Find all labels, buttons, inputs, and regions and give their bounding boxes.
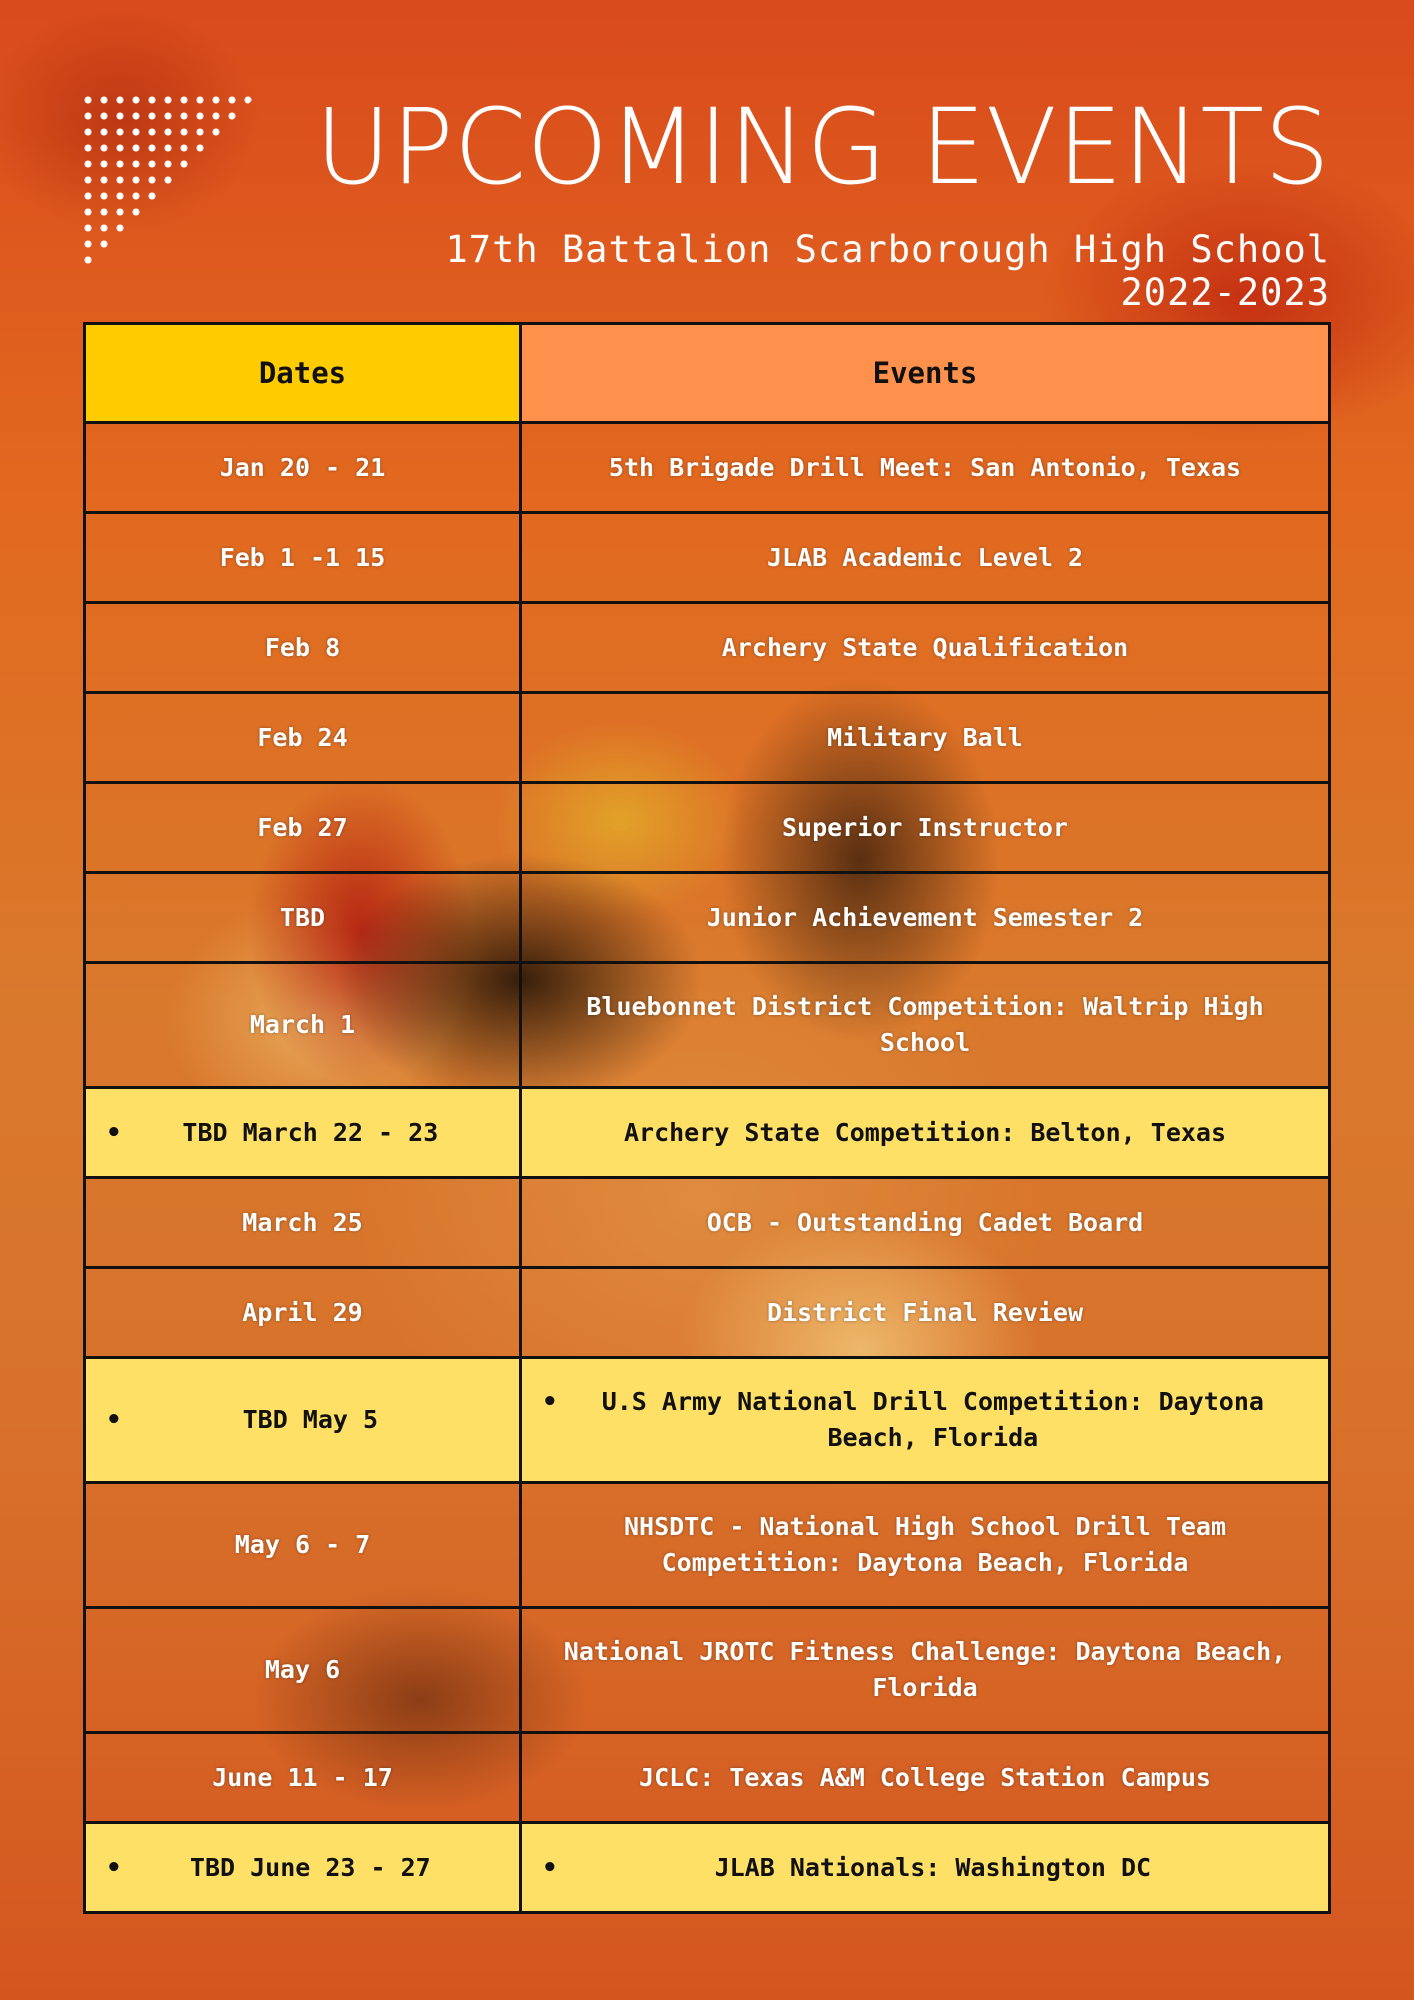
event-date: March 1: [85, 963, 521, 1088]
event-name: NHSDTC - National High School Drill Team Competition: Daytona Beach, Florida: [521, 1483, 1330, 1608]
event-name: Superior Instructor: [521, 783, 1330, 873]
bullet-icon: •: [106, 1852, 122, 1883]
event-date-text: TBD June 23 - 27: [189, 1852, 431, 1882]
decorative-dot-pattern: [80, 92, 260, 277]
table-row: [85, 1483, 1330, 1608]
event-date: TBD: [85, 873, 521, 963]
table-row: [85, 873, 1330, 963]
table-row: [85, 423, 1330, 513]
event-name: Military Ball: [521, 693, 1330, 783]
table-row: [85, 1178, 1330, 1268]
event-date: Jan 20 - 21: [85, 423, 521, 513]
table-row: [85, 513, 1330, 603]
events-column-header: Events: [521, 324, 1330, 423]
event-name: 5th Brigade Drill Meet: San Antonio, Texas: [521, 423, 1330, 513]
event-name: JLAB Academic Level 2: [521, 513, 1330, 603]
bullet-icon: •: [542, 1387, 558, 1417]
event-name: [521, 1358, 1330, 1483]
page-subtitle: [446, 228, 1330, 314]
event-date: [85, 1358, 521, 1483]
event-name: JCLC: Texas A&M College Station Campus: [521, 1733, 1330, 1823]
event-date: Feb 8: [85, 603, 521, 693]
table-row-highlighted: [85, 1088, 1330, 1178]
bullet-icon: •: [106, 1405, 122, 1435]
event-date: [85, 1823, 521, 1913]
event-name: Junior Achievement Semester 2: [521, 873, 1330, 963]
table-row: [85, 693, 1330, 783]
event-date-text: TBD March 22 - 23: [182, 1117, 439, 1147]
table-row-highlighted: [85, 1358, 1330, 1483]
table-row: [85, 1608, 1330, 1733]
event-date: [85, 1088, 521, 1178]
table-row: [85, 603, 1330, 693]
event-date: Feb 1 -1 15: [85, 513, 521, 603]
event-date-text: TBD May 5: [242, 1405, 379, 1434]
table-row: [85, 1268, 1330, 1358]
event-name: OCB - Outstanding Cadet Board: [521, 1178, 1330, 1268]
page-title: UPCOMING EVENTS: [314, 86, 1330, 208]
event-date: Feb 27: [85, 783, 521, 873]
subtitle-year: 2022-2023: [1120, 271, 1330, 314]
table-row: [85, 1733, 1330, 1823]
event-date: Feb 24: [85, 693, 521, 783]
event-name: [521, 1823, 1330, 1913]
event-name-text: JLAB Nationals: Washington DC: [714, 1852, 1152, 1882]
table-row: [85, 963, 1330, 1088]
event-date: May 6 - 7: [85, 1483, 521, 1608]
event-date: March 25: [85, 1178, 521, 1268]
bullet-icon: •: [106, 1117, 122, 1148]
event-name: Archery State Qualification: [521, 603, 1330, 693]
event-name-text: U.S Army National Drill Competition: Daytona Beach, Florida: [601, 1387, 1264, 1452]
event-name: Archery State Competition: Belton, Texas: [521, 1088, 1330, 1178]
dates-column-header: Dates: [85, 324, 521, 423]
event-name: District Final Review: [521, 1268, 1330, 1358]
table-header-row: [85, 324, 1330, 423]
subtitle-school: 17th Battalion Scarborough High School: [445, 228, 1330, 271]
event-date: June 11 - 17: [85, 1733, 521, 1823]
events-table: [83, 322, 1331, 1914]
table-row: [85, 783, 1330, 873]
table-row-highlighted: [85, 1823, 1330, 1913]
bullet-icon: •: [542, 1852, 558, 1883]
event-date: May 6: [85, 1608, 521, 1733]
event-date: April 29: [85, 1268, 521, 1358]
event-name: Bluebonnet District Competition: Waltrip High School: [521, 963, 1330, 1088]
event-name: National JROTC Fitness Challenge: Daytona Beach, Florida: [521, 1608, 1330, 1733]
